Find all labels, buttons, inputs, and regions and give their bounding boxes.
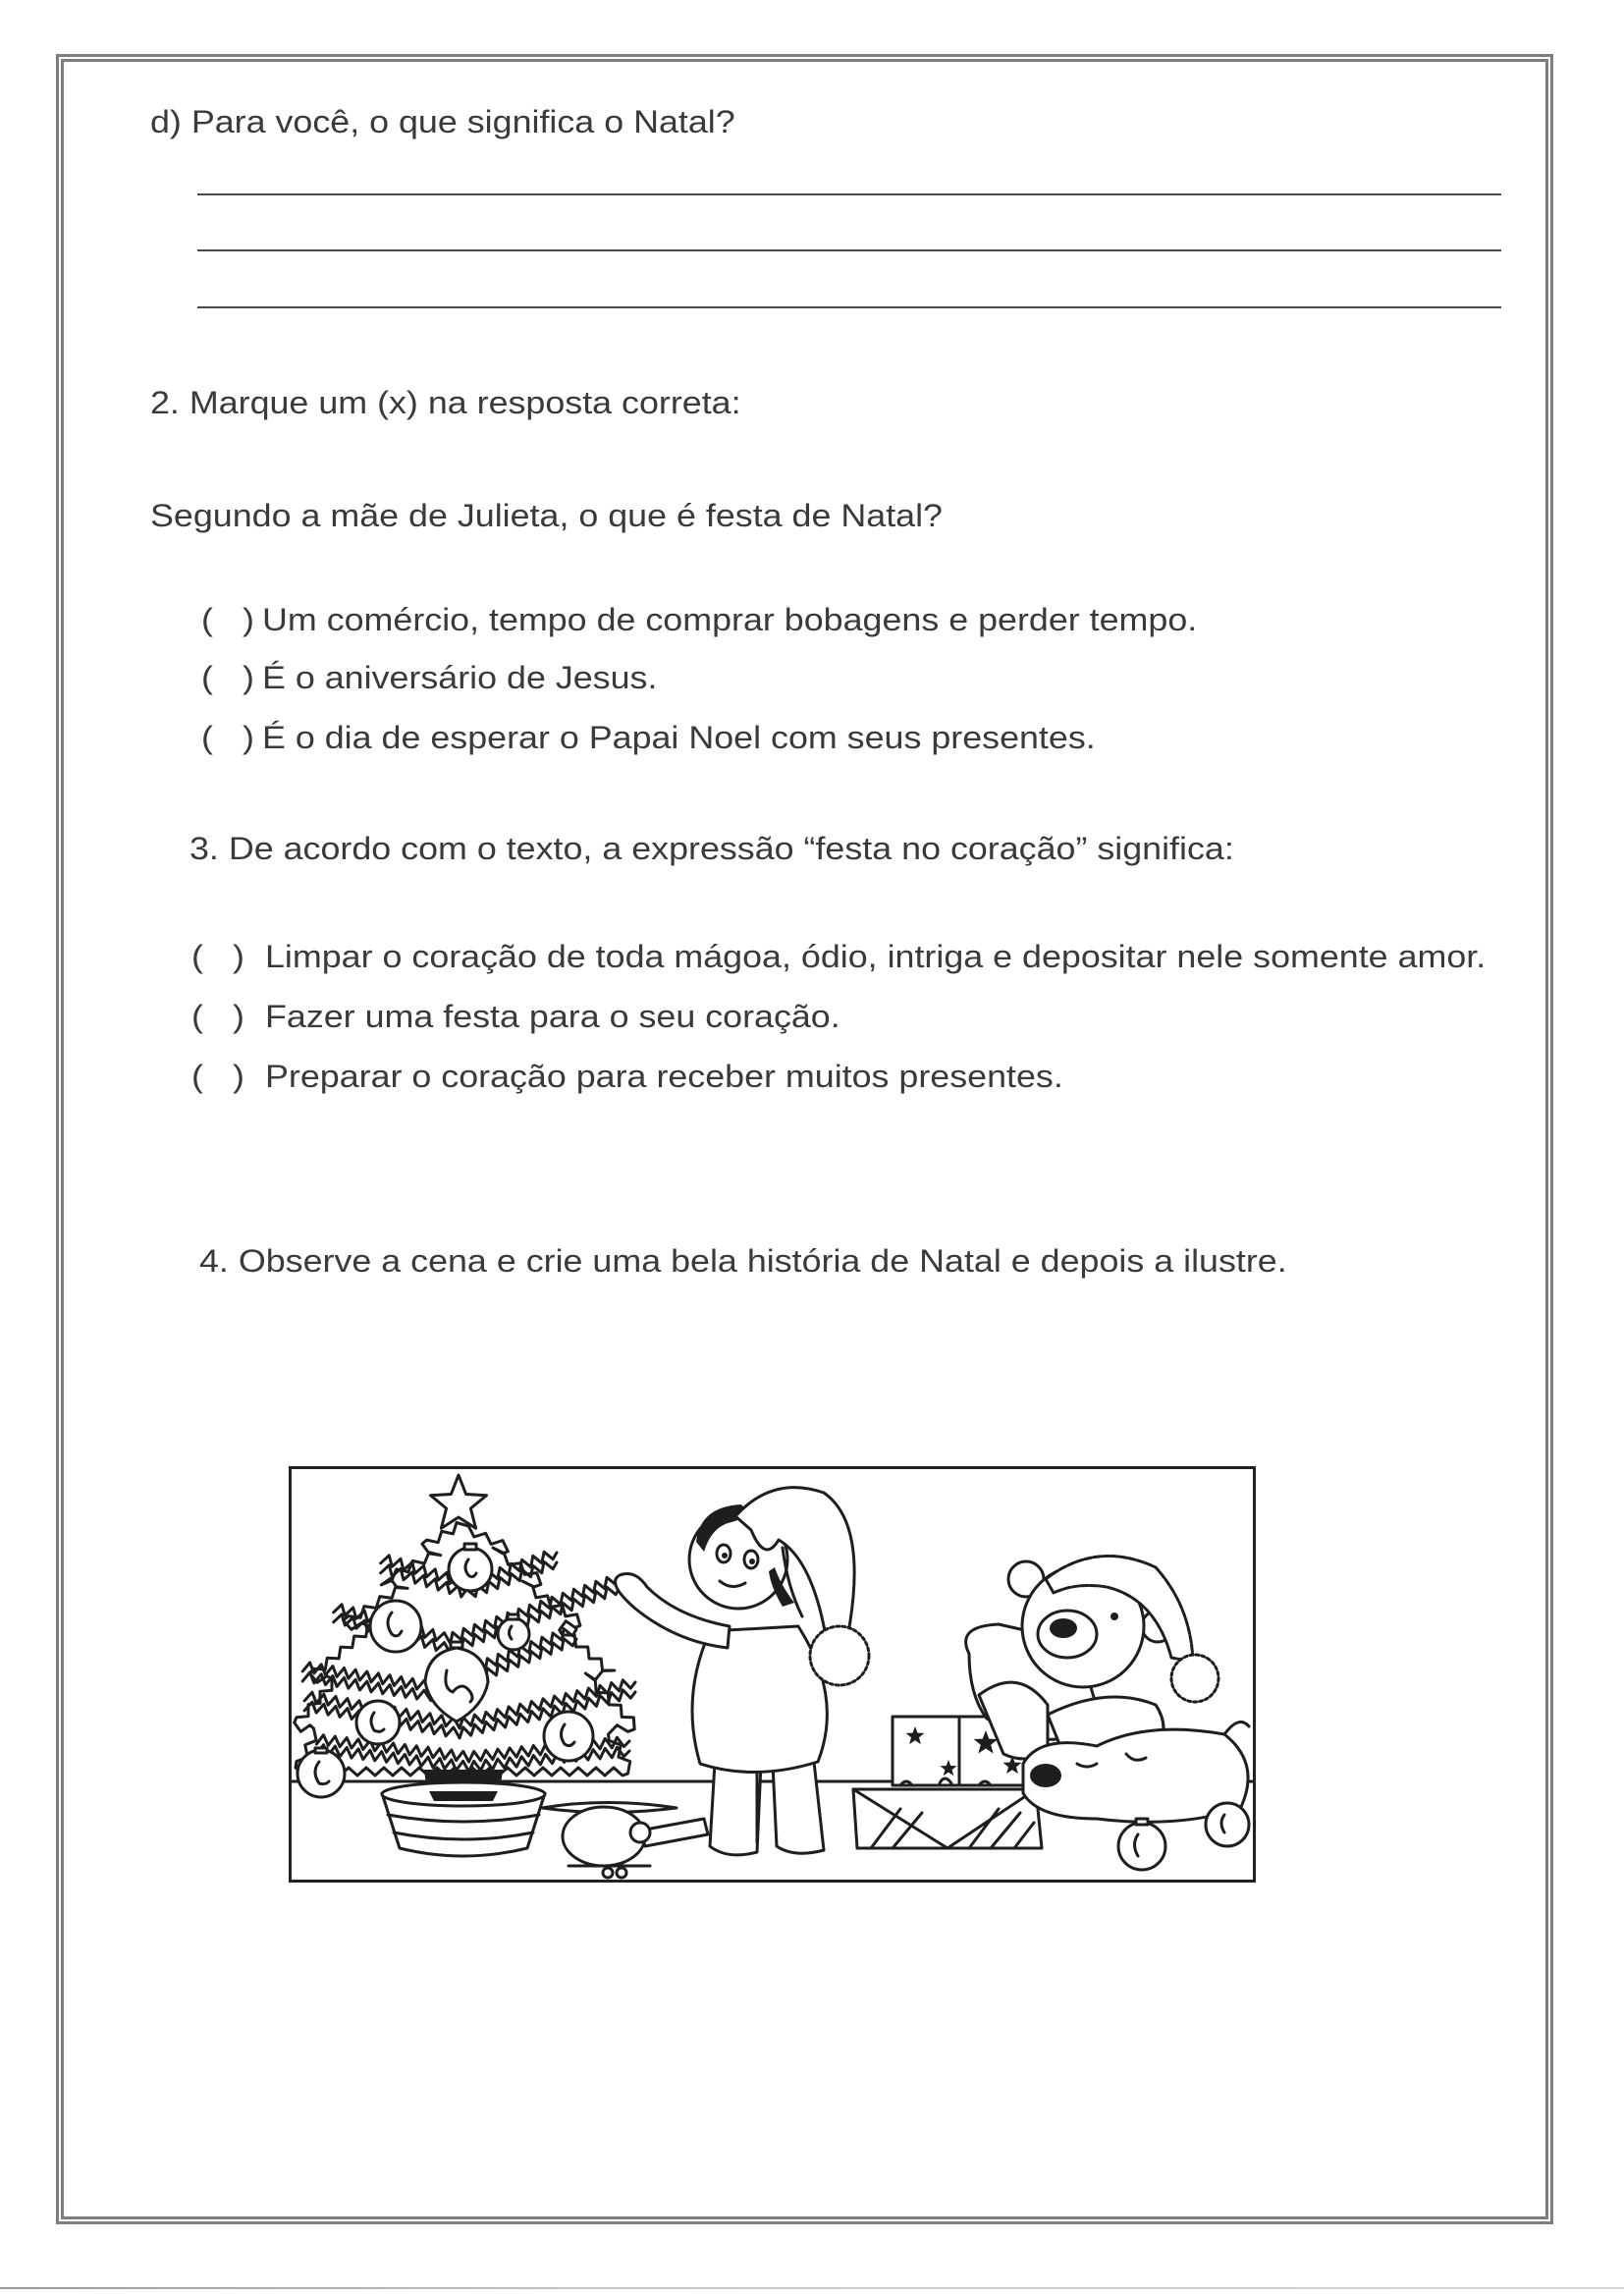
option-label: É o aniversário de Jesus. xyxy=(262,660,658,695)
question-d-prompt: d) Para você, o que significa o Natal? xyxy=(150,104,735,139)
page-border-frame xyxy=(56,54,1553,2224)
answer-line[interactable] xyxy=(197,249,1501,251)
checkbox-close-paren[interactable]: ) xyxy=(243,720,254,755)
checkbox-open-paren[interactable]: ( xyxy=(191,939,203,974)
option-label: Um comércio, tempo de comprar bobagens e perder tempo. xyxy=(262,602,1198,637)
checkbox-open-paren[interactable]: ( xyxy=(191,999,203,1034)
bear-eye xyxy=(1110,1613,1118,1620)
tree-star-icon xyxy=(431,1475,487,1528)
christmas-scene-svg xyxy=(292,1469,1253,1880)
ornament-icon xyxy=(1206,1803,1249,1846)
bear-hat-pompom xyxy=(1171,1655,1218,1702)
answer-line[interactable] xyxy=(197,306,1501,308)
question-3-title: 3. De acordo com o texto, a expressão “festa no coração” significa: xyxy=(189,831,1234,866)
checkbox-open-paren[interactable]: ( xyxy=(201,660,213,695)
christmas-scene-illustration xyxy=(289,1466,1256,1883)
flower-pot xyxy=(382,1782,545,1856)
checkbox-open-paren[interactable]: ( xyxy=(191,1059,203,1094)
ornament-icon xyxy=(356,1701,400,1744)
hat-pompom xyxy=(810,1626,869,1685)
ornament-icon xyxy=(544,1712,593,1761)
child xyxy=(616,1488,869,1855)
checkbox-open-paren[interactable]: ( xyxy=(201,720,213,755)
checkbox-close-paren[interactable]: ) xyxy=(233,939,244,974)
ornament-icon xyxy=(298,1748,345,1797)
bear-nose xyxy=(1050,1618,1077,1638)
question-2-prompt: Segundo a mãe de Julieta, o que é festa de Natal? xyxy=(150,498,943,533)
option-label: Limpar o coração de toda mágoa, ódio, intriga e depositar nele somente amor. xyxy=(265,939,1487,974)
option-label: É o dia de esperar o Papai Noel com seus presentes. xyxy=(262,720,1096,755)
puppy-ear xyxy=(1030,1764,1061,1787)
ornament-icon xyxy=(370,1601,421,1652)
option-label: Preparar o coração para receber muitos presentes. xyxy=(265,1059,1063,1094)
christmas-tree xyxy=(295,1475,635,1856)
toy-helicopter xyxy=(542,1803,708,1879)
checkbox-close-paren[interactable]: ) xyxy=(243,660,254,695)
question-2-title: 2. Marque um (x) na resposta correta: xyxy=(150,385,741,420)
checkbox-open-paren[interactable]: ( xyxy=(201,602,213,637)
ornament-icon xyxy=(1118,1819,1165,1870)
gift-box-striped xyxy=(853,1778,1042,1848)
checkbox-close-paren[interactable]: ) xyxy=(233,999,244,1034)
scan-edge-line xyxy=(0,2287,1624,2289)
checkbox-close-paren[interactable]: ) xyxy=(233,1059,244,1094)
question-4-title: 4. Observe a cena e crie uma bela história de Natal e depois a ilustre. xyxy=(199,1243,1287,1279)
option-label: Fazer uma festa para o seu coração. xyxy=(265,999,840,1034)
checkbox-close-paren[interactable]: ) xyxy=(243,602,254,637)
answer-line[interactable] xyxy=(197,193,1501,195)
